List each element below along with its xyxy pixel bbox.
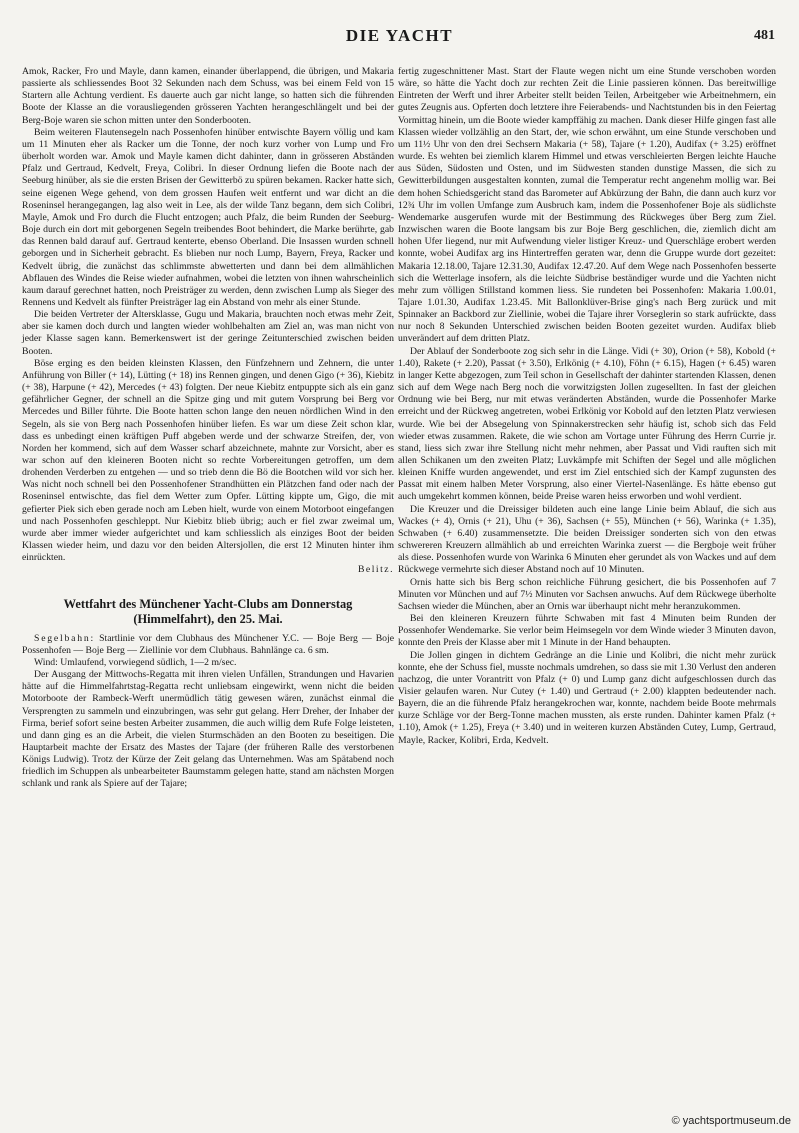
course-paragraph <box>22 633 394 657</box>
wind-paragraph <box>22 657 394 669</box>
left-column <box>22 66 394 791</box>
paragraph: Bei den kleineren Kreuzern führte Schwaben mit fast 4 Minuten beim Runden der Possenhofer Wendemarke. Sie verlor beim Heimsegeln vor dem Winde wieder 3 Minuten davon, konnte den Preis der Klasse aber mit 1 Minute in der Hand behaupten. <box>398 613 776 649</box>
right-column <box>398 66 776 747</box>
page-number: 481 <box>754 28 775 43</box>
author-signature: Belitz. <box>357 564 394 576</box>
paragraph: Der Ausgang der Mittwochs-Regatta mit ihren vielen Unfällen, Strandungen und Havarien hätte auf die Himmelfahrtstag-Regatta recht unliebsam eingewirkt, wenn nicht die beiden Motorboote der Rambeck-Werft unermüdlich tätig gewesen wären, zunächst einmal die Versprengten zu sammeln und einzubringen, was sehr gut gelang. Herr Dreher, der Inhaber der Firma, berief sofort seine besten Arbeiter zusammen, die auch willig dem Rufe Folge leisteten, und dann ging es an die Arbeit, die vielen Sturmschäden an den Booten zu beseitigen. Die Hauptarbeit machte der Ersatz des Mastes der Tajare (der früheren Ralle des verstorbenen Königs Ludwig). Trotz der Kürze der Zeit gelang das Unternehmen. Was am Spätabend noch friedlich im Schuppen als unbearbeiteter Baumstamm gelegen hatte, stand am nächsten Morgen schlank und rank als Spiere auf der Tajare; <box>22 669 394 790</box>
paragraph: fertig zugeschnittener Mast. Start der Flaute wegen nicht um eine Stunde verschoben worden wäre, so hätte die Yacht doch zur rechten Zeit die Linie passieren können. Das bereitwillige Eintreten der Werft und ihrer Arbeiter stellt beiden Teilen, Arbeitgeber wie Arbeitnehmern, ein gutes Zeugnis aus. Opferten doch letztere ihre Feierabends- und Nachtstunden bis in den Feiertag Vormittag hinein, um die Boote wieder kampffähig zu machen. Dank dieser Hilfe gingen fast alle Klassen wieder vollzählig an den Start, der, wie schon erwähnt, um eine Stunde verschoben und um 11½ Uhr von den drei Sechsern Makaria (+ 58), Tajare (+ 1.20), Audifax (+ 3.25) eröffnet wurde. Es wehten bei ziemlich klarem Himmel und etwas verschleierten Bergen leichte Hauche aus Süden, Südosten und Osten, und im Südwesten standen dunstige Massen, die sich zu Gewitterbildungen ausgestalten konnten, zumal die Temperatur recht angenehm mollig war. Bei dem hohen Schiedsgericht stand das Barometer auf Abkürzung der Bahn, die dann auch kurz vor 12¾ Uhr im vollen Umfange zum Ausbruch kam, indem die Possenhofener Boje als südlichste Wendemarke ausgerufen wurde mit der Bestimmung des Rückweges über Berg zum Ziel. Inzwischen waren die Boote langsam bis zur Boje Berg geschlichen, die, ziemlich dicht am hohen Ufer liegend, nur mit Aufwendung vieler listiger Kreuz- und Querschläge erobert werden konnte, wobei Audifax arg ins Hintertreffen geraten war, denn die Gruppe wurde dort gezeitet: Makaria 12.18.00, Tajare 12.31.30, Audifax 12.47.20. Auf dem Wege nach Possenhofen besserte sich die Wetterlage insofern, als die leichte Südbrise beständiger wurde und die Yachten nicht mehr zum völligen Stillstand kommen liess. Sie rundeten bei Possenhofen: Makaria 1.00.01, Tajare 1.01.30, Audifax 1.23.45. Mit Ballonklüver-Brise ging's nach Berg zurück und mit Spinnaker an Backbord zur Ziellinie, wobei die Tajare ihrer Vorseglerin so stark aufrückte, dass nur noch 8 Sekunden Unterschied zwischen beiden Booten gezeitet wurden. Audifax blieb unverändert auf dem dritten Platz. <box>398 66 776 345</box>
wind-label: Wind: <box>34 656 58 668</box>
paragraph: Amok, Racker, Fro und Mayle, dann kamen, einander überlappend, die übrigen, und Makaria passierte als schliessendes Boot 32 Sekunden nach dem Schuss, was bei einem Feld von 15 Startern alle Achtung verdient. Es dauerte auch gar nicht lange, so hatten sich die führenden Boote der Klasse an die vorausliegenden grösseren Yachten herangeschlängelt und bei der Berg-Boje waren sie schon mitten unter den Sonderbooten. <box>22 66 394 126</box>
paragraph: Die Kreuzer und die Dreissiger bildeten auch eine lange Linie beim Ablauf, die sich aus Wackes (+ 4), Ornis (+ 21), Uhu (+ 36), Sachsen (+ 55), München (+ 56), Warinka (+ 1.35), Schwaben (+ 6.40) zusammensetzte. Die beiden Dreissiger sonderten sich von den etwas schwereren Kreuzern allmählich ab und erreichten Warinka zuerst — die Bergboje weit früher als diese. Possenhofen wurde von Warinka 6 Minuten eher gerundet als von Wackes und auf dem Rückwege vermehrte sich dieser Abstand noch auf 10 Minuten. <box>398 503 776 576</box>
paragraph: Die Jollen gingen in dichtem Gedränge an die Linie und Kolibri, die nicht mehr zurück konnte, ehe der Schuss fiel, musste nochmals umdrehen, so dass sie mit 1.30 Verlust den anderen nachzog, die unter Vorantritt von Pfalz (+ 0) und Lump ganz dicht aufgeschlossen durch das Visier gelaufen waren. Nur Cutey (+ 1.40) und Gertraud (+ 2.00) klappten bedeutender nach. Bayern, die an die führende Pfalz herangekrochen war, konnte, nachdem beide Boote mehrmals kurze Schläge vor der Berg-Tonne machen mussten, als erste runden. Dahinter kamen Pfalz (+ 1.10), Amok (+ 1.25), Freya (+ 3.40) und in weiteren kurzen Abständen Cutey, Lump, Gertraud, Mayle, Racker, Kolibri, Erda, Kedvelt. <box>398 649 776 746</box>
section-heading: Wettfahrt des Münchener Yacht-Clubs am Donnerstag (Himmelfahrt), den 25. Mai. <box>63 596 353 626</box>
copyright-watermark: © yachtsportmuseum.de <box>671 1115 791 1127</box>
paragraph: Ornis hatte sich bis Berg schon reichliche Führung gesichert, die bis Possenhofen auf 7 Minuten vor München und auf 7½ Minuten vor Sachsen anwuchs. Auf dem Rückwege überholte Sachsen wieder die München, aber an Ornis war überhaupt nicht mehr heranzukommen. <box>398 576 776 612</box>
running-head-title: DIE YACHT <box>345 26 454 45</box>
course-text: Startlinie vor dem Clubhaus des Münchener Y.C. — Boje Berg — Boje Possenhofen — Boje Berg — Ziellinie vor dem Clubhaus. Bahnlänge ca. 6 sm. <box>22 632 395 656</box>
course-label: Segelbahn: <box>34 632 96 644</box>
paragraph: Beim weiteren Flautensegeln nach Possenhofen hinüber entwischte Bayern völlig und kam um 11 Minuten eher als Racker um die Tonne, der noch kurz vorher von Lump und Fro überholt worden war. Amok und Mayle kamen dicht dahinter, dann in grösseren Abständen Pfalz und Gertraud, Kedvelt, Freya, Colibri. In dieser Ordnung liefen die Boote nach der Seeburg hinüber, als sie die ersten Brisen der Gewitterbö zu spüren bekamen. Racker hatte sich, seine eigenen Wege gehend, von dem grossen Haufen weit entfernt und war dicht an die Roseninsel herangegangen, lag also weit in Lee, als der wilde Tanz begann, dem sich Colibri, Mayle, Amok und Fro durch die Flucht entzogen; auch Pfalz, die beim Runden der Seeburg-Boje durch ein dort mit geborgenen Segeln treibendes Boot behindert, die Marke berührte, gab das Rennen bald darauf auf. Gertraud kenterte, ebenso Oberland. Die Insassen wurden schnell geborgen und in Sicherheit gebracht. Es blieben nur noch Lump, Bayern, Freya, Racker und Kedvelt übrig, die zunächst das schlimmste abwetterten und dann bei dem allmählichen Abflauen des Windes die Reise wieder aufnahmen, wobei die letzten von ihnen wahrscheinlich kaum darauf gerechnet hatten, noch Preisträger zu werden, denn zwischen Lump als Sieger des Rennens und Kedvelt als fünfter Preisträger lag ein Abstand von mehr als einer Stunde. <box>22 126 394 308</box>
paragraph: Böse erging es den beiden kleinsten Klassen, den Fünfzehnern und Zehnern, die unter Anführung von Biller (+ 14), Lütting (+ 18) ins Rennen gingen, und denen Gigo (+ 36), Kiebitz (+ 38), Harpune (+ 42), Mercedes (+ 43) folgten. Der neue Kiebitz entpuppte sich als ein ganz gefährlicher Gegner, der schnell an die Spitze ging und mit gutem Vorsprung bei Berg vor Mercedes und Biller führte. Die Boote hatten schon lange den neuen nördlichen Wind in den Segeln, als sie von Berg nach Possenhofen hinüber liefen. Es war um diese Zeit schon klar, dass es unbedingt einen kräftigen Puff abgeben werde und der schwarze Streifen, der, von Norden her kommend, sich auf dem Wasser scharf abzeichnete, mahnte zur Vorsicht, aber es war schon auf den kleineren Booten nicht so rechte Vorbereitungen getroffen, um dem drohenden Verderben zu entgehen — und so trieb denn die Bö die Bootchen wild vor sich her. Was nicht noch schnell bei den Possenhofener Strandhütten ein Plätzchen fand oder nach der Roseninsel entwischte, das fiel dem Wetter zum Opfer. Lütting kippte um, Gigo, die mit gefierter Piek sich eben gerade noch am Leben hielt, wurde von einem Motorboot eingefangen und nach Possenhofen geschleppt. Nur Kiebitz blieb übrig; auch er fiel zwar zweimal um, wurde aber immer wieder aufgerichtet und kam schliesslich als einziges Boot der beiden Klassen wieder heim, und dazu vor den beiden Altersjollen, die erst 12 Minuten hinter ihm einrückten. <box>22 357 394 564</box>
wind-text: Umlaufend, vorwiegend südlich, 1—2 m/sec. <box>60 656 237 668</box>
paragraph: Die beiden Vertreter der Altersklasse, Gugu und Makaria, brauchten noch etwas mehr Zeit, aber sie kamen doch durch und langten wieder wohlbehalten am Ziel an, was man nicht von jeder Klasse sagen kann. Bemerkenswert ist der geringe Zeitunterschied zwischen beiden Booten. <box>22 309 394 357</box>
paragraph: Der Ablauf der Sonderboote zog sich sehr in die Länge. Vidi (+ 30), Orion (+ 58), Kobold (+ 1.40), Rakete (+ 2.20), Passat (+ 3.50), Erlkönig (+ 4.10), Föhn (+ 6.15), Hagen (+ 6.45) waren in langer Kette abgezogen, zum Teil schon in Gesellschaft der dahinter startenden Klassen, denen sich auf dem Wege nach Berg noch die vorwitzigsten Jollen zugesellten. In fast der gleichen Ordnung wie bei Berg, nur mit etwas veränderten Abständen, wurde die Possenhofer Marke erreicht und der Rückweg angetreten, wobei Erlkönig vor Kobold auf den letzten Platz verwiesen wurde. Wie bei der Absegelung von Spinnakerstrecken sehr häufig ist, schob sich das Feld wieder etwas zusammen. Rakete, die wie schon am Vortage unter Führung des Herrn Currie jr. stand, liess sich zwar ihre Stellung nicht mehr nehmen, aber Passat und Vidi rauften sich mit allen Schikanen um den zweiten Platz; Luvkämpfe mit Schiften der Segel und alle möglichen kleinen Kniffe wurden angewendet, und erst im Ziel entschied sich der Kampf zugunsten des Passat mit einem halben Meter Vorsprung, also einer Viertel-Nasenlänge. Es hätte ebenso gut auch umgekehrt kommen können, beide Preise waren heiss erworben und wohl verdient. <box>398 345 776 503</box>
